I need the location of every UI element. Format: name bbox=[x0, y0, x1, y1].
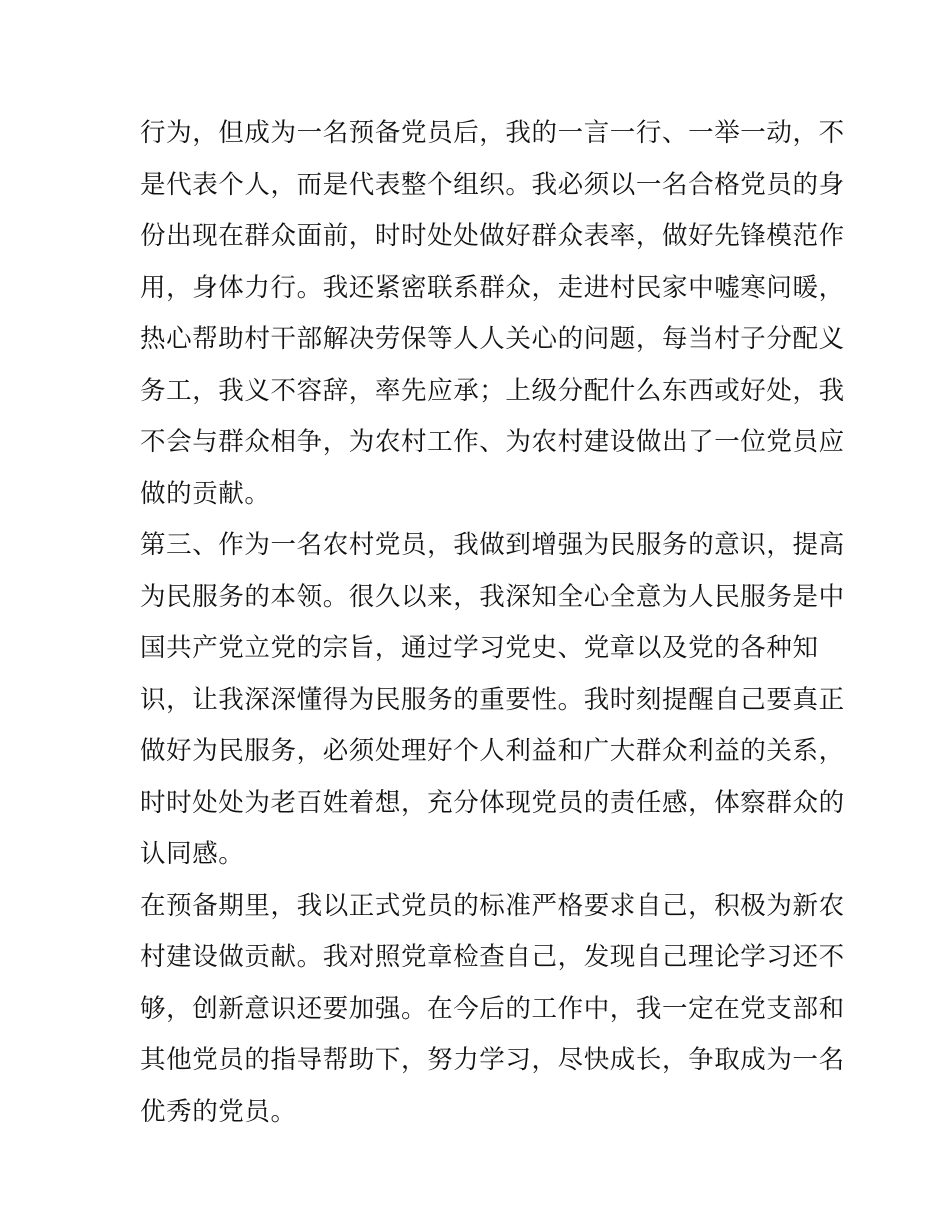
text-line: 热心帮助村干部解决劳保等人人关心的问题，每当村子分配义 bbox=[140, 324, 845, 354]
text-line: 是代表个人，而是代表整个组织。我必须以一名合格党员的身 bbox=[140, 169, 845, 200]
text-line: 在预备期里，我以正式党员的标准严格要求自己，积极为新农 bbox=[140, 890, 845, 921]
text-line: 做好为民服务，必须处理好个人利益和广大群众利益的关系， bbox=[140, 736, 845, 766]
text-line: 份出现在群众面前，时时处处做好群众表率，做好先锋模范作 bbox=[140, 221, 845, 251]
text-line: 其他党员的指导帮助下，努力学习，尽快成长，争取成为一名 bbox=[140, 1045, 845, 1075]
text-line: 时时处处为老百姓着想，充分体现党员的责任感，体察群众的 bbox=[140, 787, 845, 818]
text-line: 第三、作为一名农村党员，我做到增强为民服务的意识，提高 bbox=[140, 530, 845, 560]
text-line: 做的贡献。 bbox=[140, 478, 271, 509]
text-line: 优秀的党员。 bbox=[140, 1096, 297, 1127]
text-line: 认同感。 bbox=[140, 839, 245, 869]
text-line: 为民服务的本领。很久以来，我深知全心全意为人民服务是中 bbox=[140, 581, 845, 612]
text-line: 行为，但成为一名预备党员后，我的一言一行、一举一动，不 bbox=[140, 118, 845, 148]
text-line: 不会与群众相争，为农村工作、为农村建设做出了一位党员应 bbox=[140, 427, 845, 457]
text-line: 务工，我义不容辞，率先应承；上级分配什么东西或好处，我 bbox=[140, 375, 845, 406]
body-text bbox=[140, 108, 845, 1138]
text-line: 用，身体力行。我还紧密联系群众，走进村民家中嘘寒问暖， bbox=[140, 272, 845, 303]
text-line: 识，让我深深懂得为民服务的重要性。我时刻提醒自己要真正 bbox=[140, 684, 845, 715]
text-line: 够，创新意识还要加强。在今后的工作中，我一定在党支部和 bbox=[140, 993, 845, 1024]
text-line: 国共产党立党的宗旨，通过学习党史、党章以及党的各种知 bbox=[140, 633, 819, 663]
text-line: 村建设做贡献。我对照党章检查自己，发现自己理论学习还不 bbox=[140, 942, 845, 972]
